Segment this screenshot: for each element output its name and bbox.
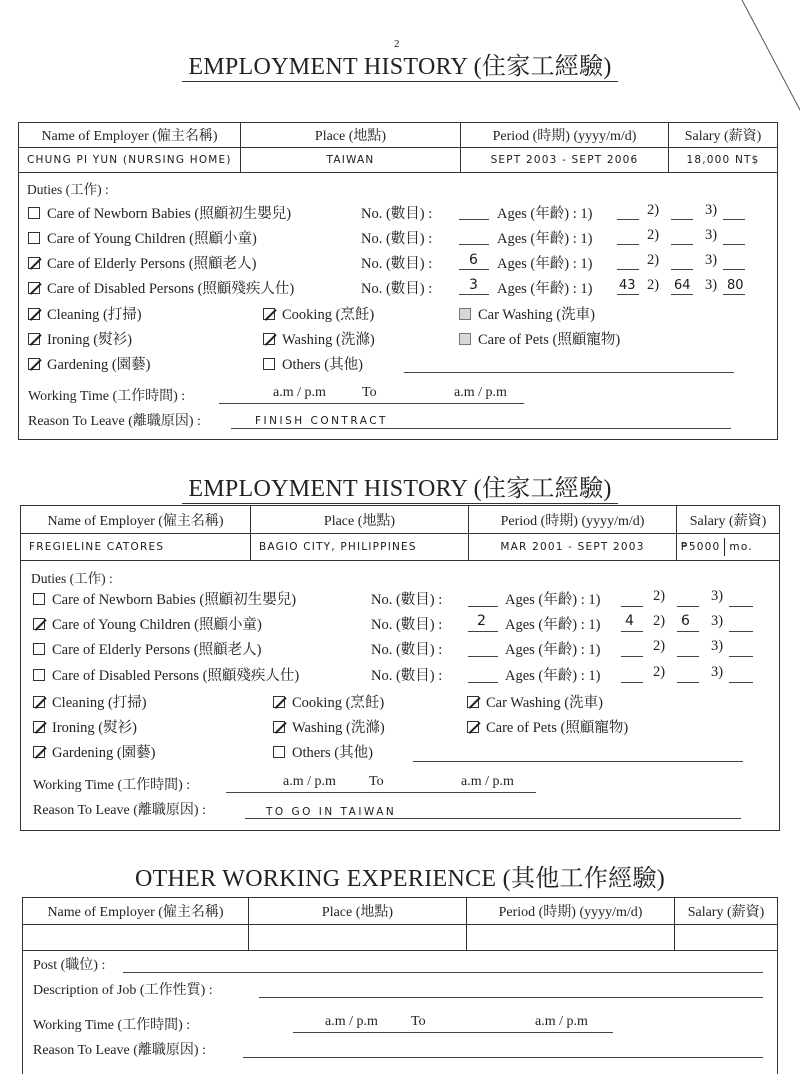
- table-header: [21, 506, 779, 534]
- chore-ironing: Ironing (熨衫): [28, 328, 132, 349]
- reason-label: Reason To Leave (離職原因) :: [33, 1043, 206, 1058]
- disabled-age1-value: 43: [619, 278, 636, 293]
- children-no-field[interactable]: [468, 631, 498, 632]
- working-time-to: To: [411, 1014, 426, 1029]
- employer-cell[interactable]: [23, 925, 249, 950]
- disabled-age3-field[interactable]: [723, 294, 745, 295]
- cooking-checkbox[interactable]: [273, 696, 285, 708]
- post-field[interactable]: [123, 972, 763, 973]
- description-field[interactable]: [259, 997, 763, 998]
- duty-newborn: Care of Newborn Babies (照顧初生嬰兒): [28, 202, 291, 223]
- header-employer: Name of Employer (僱主名稱): [23, 898, 249, 924]
- elderly-age1-field[interactable]: [617, 269, 639, 270]
- post-label: Post (職位) :: [33, 958, 106, 973]
- reason-field[interactable]: [243, 1057, 763, 1058]
- elderly-no-label: No. (數目) :: [361, 256, 433, 272]
- chore-cleaning: Cleaning (打掃): [28, 303, 142, 324]
- disabled-age2-value: 64: [674, 278, 691, 293]
- chore-car-washing: Car Washing (洗車): [467, 691, 603, 712]
- working-time-to: To: [369, 774, 384, 789]
- working-time-to: To: [362, 385, 377, 400]
- working-time-from-ampm: a.m / p.m: [273, 385, 326, 400]
- elderly-checkbox[interactable]: [28, 257, 40, 269]
- elderly-ages-label: Ages (年齡) : 1): [497, 256, 593, 272]
- washing-checkbox[interactable]: [263, 333, 275, 345]
- reason-field[interactable]: [231, 428, 731, 429]
- duty-disabled: Care of Disabled Persons (照顧殘疾人仕): [33, 664, 299, 685]
- chore-washing: Washing (洗滌): [273, 716, 385, 737]
- newborn-age2-label: 2): [653, 588, 666, 604]
- chore-others: Others (其他): [263, 353, 363, 374]
- header-place: Place (地點): [251, 506, 469, 533]
- section2-title: EMPLOYMENT HISTORY (住家工經驗): [0, 468, 800, 503]
- elderly-age3-field[interactable]: [723, 269, 745, 270]
- children-checkbox[interactable]: [33, 618, 45, 630]
- page-number: 2: [394, 38, 400, 50]
- washing-checkbox[interactable]: [273, 721, 285, 733]
- table-row: [19, 148, 777, 173]
- gardening-checkbox[interactable]: [28, 358, 40, 370]
- disabled-checkbox[interactable]: [28, 282, 40, 294]
- gardening-checkbox[interactable]: [33, 746, 45, 758]
- header-salary: Salary (薪資): [687, 905, 765, 920]
- disabled-age1-field[interactable]: [621, 682, 643, 683]
- employer-value: FREGIELINE CATORES: [21, 534, 251, 560]
- cleaning-checkbox[interactable]: [33, 696, 45, 708]
- reason-label: Reason To Leave (離職原因) :: [33, 803, 206, 818]
- working-time-field[interactable]: [219, 403, 524, 404]
- employment-history-2: [20, 505, 780, 831]
- chore-gardening: Gardening (園藝): [33, 741, 155, 762]
- elderly-age3-label: 3): [705, 252, 718, 268]
- header-period: Period (時期) (yyyy/m/d): [467, 898, 675, 924]
- period-cell[interactable]: [467, 925, 675, 950]
- elderly-age2-label: 2): [647, 252, 660, 268]
- newborn-checkbox[interactable]: [33, 593, 45, 605]
- children-no-value: 2: [477, 613, 486, 629]
- children-age3-field[interactable]: [723, 244, 745, 245]
- children-no-label: No. (數目) :: [361, 231, 433, 247]
- elderly-age3-field[interactable]: [729, 656, 753, 657]
- working-time-label: Working Time (工作時間) :: [33, 778, 191, 793]
- elderly-no-value: 6: [469, 252, 478, 268]
- table-header: [19, 123, 777, 148]
- disabled-ages-label: Ages (年齡) : 1): [497, 281, 593, 297]
- cooking-checkbox[interactable]: [263, 308, 275, 320]
- children-checkbox[interactable]: [28, 232, 40, 244]
- children-no-label: No. (數目) :: [371, 617, 443, 633]
- chore-cooking: Cooking (烹飪): [273, 691, 384, 712]
- disabled-no-field[interactable]: [468, 682, 498, 683]
- duties-label: Duties (工作) :: [27, 182, 109, 197]
- elderly-no-field[interactable]: [468, 656, 498, 657]
- reason-label: Reason To Leave (離職原因) :: [28, 414, 201, 429]
- disabled-age1-field[interactable]: [617, 294, 639, 295]
- chore-ironing: Ironing (熨衫): [33, 716, 137, 737]
- other-working-experience: [22, 897, 778, 1074]
- chore-gardening: Gardening (園藝): [28, 353, 150, 374]
- elderly-age1-field[interactable]: [621, 656, 643, 657]
- car-washing-checkbox[interactable]: [459, 308, 471, 320]
- children-age2-label: 2): [653, 613, 666, 629]
- disabled-age3-label: 3): [705, 277, 718, 293]
- newborn-checkbox[interactable]: [28, 207, 40, 219]
- elderly-ages-label: Ages (年齡) : 1): [505, 642, 601, 658]
- duty-children: Care of Young Children (照顧小童): [28, 227, 257, 248]
- others-field[interactable]: [413, 761, 743, 762]
- chore-pets: Care of Pets (照顧寵物): [459, 328, 620, 349]
- working-time-label: Working Time (工作時間) :: [33, 1018, 191, 1033]
- table-header: [23, 898, 777, 925]
- reason-value: TO GO IN TAIWAN: [266, 806, 397, 818]
- working-time-from-ampm: a.m / p.m: [283, 774, 336, 789]
- children-age3-label: 3): [705, 227, 718, 243]
- header-period: Period (時期) (yyyy/m/d): [461, 123, 669, 147]
- elderly-age3-label: 3): [711, 638, 724, 654]
- working-time-field[interactable]: [226, 792, 536, 793]
- car-washing-checkbox[interactable]: [467, 696, 479, 708]
- newborn-ages-label: Ages (年齡) : 1): [497, 206, 593, 222]
- salary-value: 18,000 NT$: [686, 154, 760, 166]
- salary-value: ₱5000 mo.: [677, 534, 779, 560]
- place-value: BAGIO CITY, PHILIPPINES: [251, 534, 469, 560]
- reason-field[interactable]: [245, 818, 741, 819]
- newborn-age2-field[interactable]: [671, 219, 693, 220]
- elderly-age2-field[interactable]: [677, 656, 699, 657]
- children-age2-label: 2): [647, 227, 660, 243]
- ironing-checkbox[interactable]: [28, 333, 40, 345]
- disabled-no-field[interactable]: [459, 294, 489, 295]
- disabled-no-value: 3: [469, 277, 478, 293]
- disabled-no-label: No. (數目) :: [371, 668, 443, 684]
- others-checkbox[interactable]: [263, 358, 275, 370]
- duty-newborn: Care of Newborn Babies (照顧初生嬰兒): [33, 588, 296, 609]
- section1-title: EMPLOYMENT HISTORY (住家工經驗): [0, 46, 800, 81]
- disabled-age2-field[interactable]: [677, 682, 699, 683]
- duties-label: Duties (工作) :: [31, 571, 113, 586]
- duty-children: Care of Young Children (照顧小童): [33, 613, 262, 634]
- working-time-to-ampm: a.m / p.m: [454, 385, 507, 400]
- chore-washing: Washing (洗滌): [263, 328, 375, 349]
- others-field[interactable]: [404, 372, 734, 373]
- header-salary: Salary (薪資): [684, 129, 762, 144]
- children-age3-field[interactable]: [729, 631, 753, 632]
- disabled-age3-field[interactable]: [729, 682, 753, 683]
- newborn-age3-label: 3): [705, 202, 718, 218]
- section3-title: OTHER WORKING EXPERIENCE (其他工作經驗): [134, 866, 666, 892]
- newborn-ages-label: Ages (年齡) : 1): [505, 592, 601, 608]
- employment-history-1: [18, 122, 778, 440]
- chore-others: Others (其他): [273, 741, 373, 762]
- ironing-checkbox[interactable]: [33, 721, 45, 733]
- period-value: MAR 2001 - SEPT 2003: [469, 534, 677, 560]
- newborn-no-field[interactable]: [459, 219, 489, 220]
- children-age1-value: 4: [625, 613, 634, 629]
- disabled-age2-label: 2): [647, 277, 660, 293]
- newborn-no-label: No. (數目) :: [361, 206, 433, 222]
- pets-checkbox[interactable]: [467, 721, 479, 733]
- children-age1-field[interactable]: [621, 631, 643, 632]
- newborn-no-field[interactable]: [468, 606, 498, 607]
- table-row: [23, 925, 777, 951]
- duty-elderly: Care of Elderly Persons (照顧老人): [28, 252, 256, 273]
- reason-value: FINISH CONTRACT: [255, 415, 388, 427]
- header-employer: Name of Employer (僱主名稱): [19, 123, 241, 147]
- description-label: Description of Job (工作性質) :: [33, 983, 213, 998]
- disabled-ages-label: Ages (年齡) : 1): [505, 668, 601, 684]
- newborn-age3-field[interactable]: [729, 606, 753, 607]
- header-place: Place (地點): [249, 898, 467, 924]
- newborn-age3-field[interactable]: [723, 219, 745, 220]
- working-time-to-ampm: a.m / p.m: [535, 1014, 588, 1029]
- disabled-age2-field[interactable]: [671, 294, 693, 295]
- disabled-age3-label: 3): [711, 664, 724, 680]
- elderly-no-label: No. (數目) :: [371, 642, 443, 658]
- place-value: TAIWAN: [241, 148, 461, 172]
- place-cell[interactable]: [249, 925, 467, 950]
- employer-value: CHUNG PI YUN (NURSING HOME): [19, 148, 241, 172]
- pets-checkbox[interactable]: [459, 333, 471, 345]
- elderly-age2-field[interactable]: [671, 269, 693, 270]
- working-time-to-ampm: a.m / p.m: [461, 774, 514, 789]
- children-age2-field[interactable]: [671, 244, 693, 245]
- working-time-label: Working Time (工作時間) :: [28, 389, 186, 404]
- header-place: Place (地點): [241, 123, 461, 147]
- disabled-no-label: No. (數目) :: [361, 281, 433, 297]
- period-value: SEPT 2003 - SEPT 2006: [461, 148, 669, 172]
- working-time-from-ampm: a.m / p.m: [325, 1014, 378, 1029]
- newborn-age1-field[interactable]: [621, 606, 643, 607]
- salary-cell[interactable]: [675, 925, 777, 950]
- newborn-age2-field[interactable]: [677, 606, 699, 607]
- children-ages-label: Ages (年齡) : 1): [505, 617, 601, 633]
- disabled-checkbox[interactable]: [33, 669, 45, 681]
- cleaning-checkbox[interactable]: [28, 308, 40, 320]
- chore-car-washing: Car Washing (洗車): [459, 303, 595, 324]
- newborn-age2-label: 2): [647, 202, 660, 218]
- table-row: [21, 534, 779, 561]
- header-salary: Salary (薪資): [689, 513, 767, 529]
- children-no-field[interactable]: [459, 244, 489, 245]
- others-checkbox[interactable]: [273, 746, 285, 758]
- newborn-age3-label: 3): [711, 588, 724, 604]
- newborn-no-label: No. (數目) :: [371, 592, 443, 608]
- children-ages-label: Ages (年齡) : 1): [497, 231, 593, 247]
- working-time-field[interactable]: [293, 1032, 613, 1033]
- disabled-age3-value: 80: [727, 278, 744, 293]
- newborn-age1-field[interactable]: [617, 219, 639, 220]
- duty-disabled: Care of Disabled Persons (照顧殘疾人仕): [28, 277, 294, 298]
- header-employer: Name of Employer (僱主名稱): [21, 506, 251, 533]
- chore-pets: Care of Pets (照顧寵物): [467, 716, 628, 737]
- chore-cooking: Cooking (烹飪): [263, 303, 374, 324]
- disabled-age2-label: 2): [653, 664, 666, 680]
- chore-cleaning: Cleaning (打掃): [33, 691, 147, 712]
- children-age2-field[interactable]: [677, 631, 699, 632]
- header-period: Period (時期) (yyyy/m/d): [469, 506, 677, 533]
- elderly-no-field[interactable]: [459, 269, 489, 270]
- children-age2-value: 6: [681, 613, 690, 629]
- children-age1-field[interactable]: [617, 244, 639, 245]
- elderly-age2-label: 2): [653, 638, 666, 654]
- elderly-checkbox[interactable]: [33, 643, 45, 655]
- duty-elderly: Care of Elderly Persons (照顧老人): [33, 638, 261, 659]
- children-age3-label: 3): [711, 613, 724, 629]
